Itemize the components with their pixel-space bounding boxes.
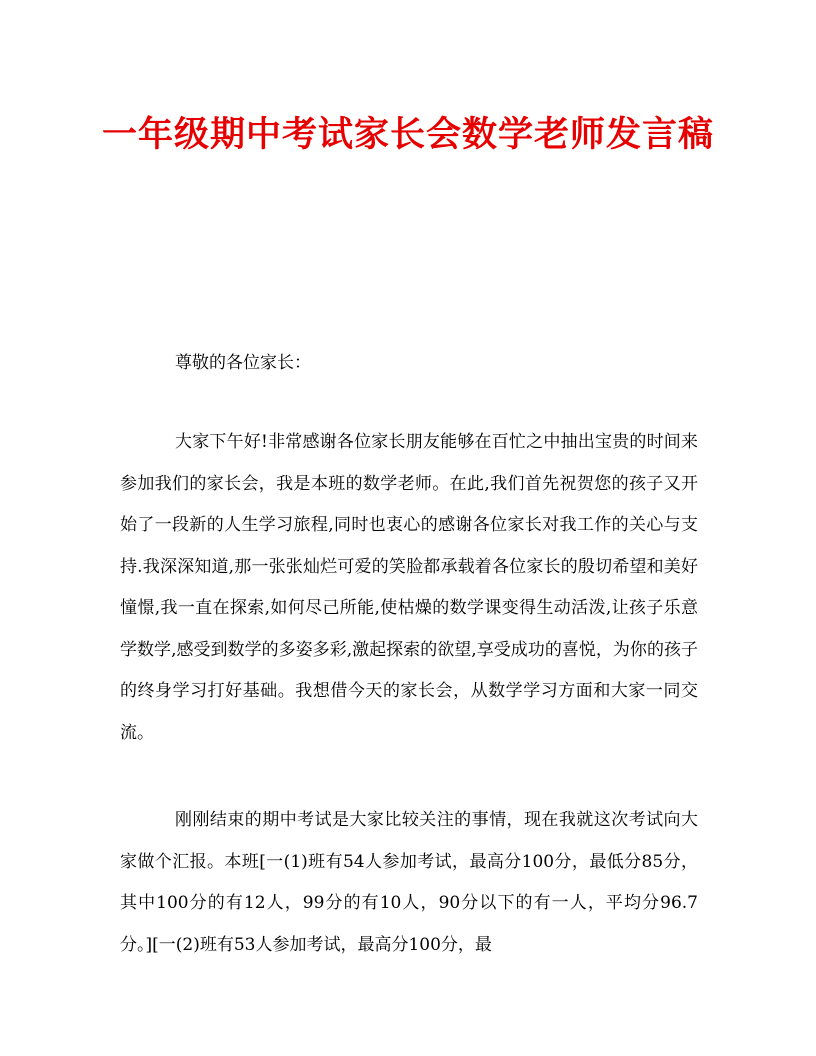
paragraph-exam-report: 刚刚结束的期中考试是大家比较关注的事情，现在我就这次考试向大家做个汇报。本班[一(1)班有54人参加考试，最高分100分，最低分85分，其中100分的有12人，99分的有10人，90分以下的有一人，平均分96.7分。][一(2)班有53人参加考试，最高分100分，最 bbox=[120, 810, 698, 955]
salutation: 尊敬的各位家长： bbox=[175, 353, 311, 373]
document-title: 一年级期中考试家长会数学老师发言稿 bbox=[101, 114, 714, 155]
paragraph-greeting: 大家下午好!非常感谢各位家长朋友能够在百忙之中抽出宝贵的时间来参加我们的家长会，我是本班的数学老师。在此,我们首先祝贺您的孩子又开始了一段新的人生学习旅程,同时也衷心的感谢各位家长对我工作的关心与支持.我深深知道,那一张张灿烂可爱的笑脸都承载着各位家长的殷切希望和美好憧憬,我一直在探索,如何尽己所能,使枯燥的数学课变得生动活泼,让孩子乐意学数学,感受到数学的多姿多彩,激起探索的欲望,享受成功的喜悦，为你的孩子的终身学习打好基础。我想借今天的家长会，从数学学习方面和大家一同交流。 bbox=[120, 432, 698, 743]
